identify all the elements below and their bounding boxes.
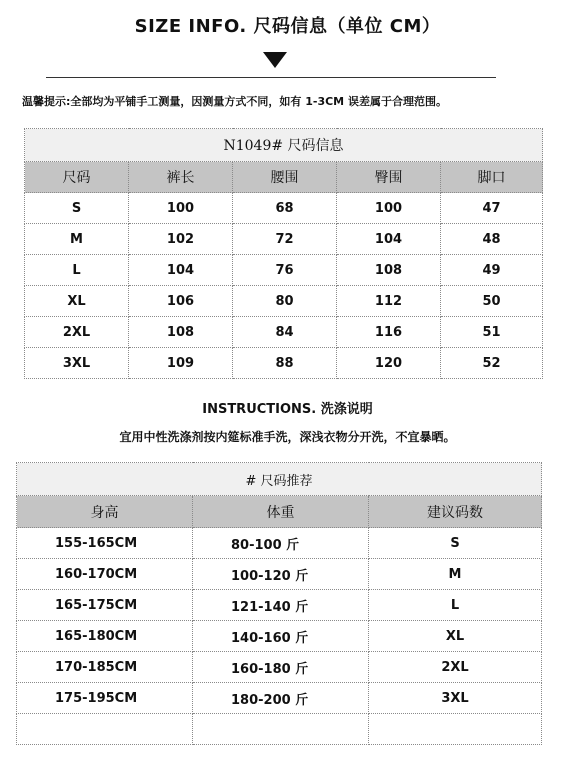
instructions-text: 宜用中性洗涤剂按内筵标准手洗，深浅衣物分开洗，不宜暴晒。 (119, 430, 456, 444)
table-cell: 109 (129, 348, 233, 379)
table-cell: 84 (233, 317, 337, 348)
table-cell: 160-180 斤 (193, 652, 369, 683)
table-cell: 104 (129, 255, 233, 286)
table-row (17, 652, 542, 683)
table-row (17, 714, 542, 745)
table-cell: 76 (233, 255, 337, 286)
column-header: 体重 (193, 496, 369, 528)
table-cell: 165-180CM (17, 621, 193, 652)
table-cell: 140-160 斤 (193, 621, 369, 652)
table-cell: XL (25, 286, 129, 317)
table-cell (193, 714, 369, 745)
column-header: 建议码数 (369, 496, 542, 528)
table-cell: 2XL (25, 317, 129, 348)
table-cell: 47 (441, 193, 543, 224)
table-row (25, 193, 543, 224)
table-cell: 120 (337, 348, 441, 379)
table-row (17, 683, 542, 714)
recommend-table-caption: # 尺码推荐 (17, 463, 542, 496)
column-header: 尺码 (25, 162, 129, 193)
table-cell: L (25, 255, 129, 286)
table-cell: 100 (129, 193, 233, 224)
table-cell: 52 (441, 348, 543, 379)
table-cell: 106 (129, 286, 233, 317)
table-row (25, 348, 543, 379)
table-cell: 49 (441, 255, 543, 286)
table-cell (369, 714, 542, 745)
table-row (17, 590, 542, 621)
table-cell: 180-200 斤 (193, 683, 369, 714)
table-cell: 160-170CM (17, 559, 193, 590)
table-cell: M (369, 559, 542, 590)
table-row (25, 286, 543, 317)
table-cell: 3XL (369, 683, 542, 714)
table-cell: 72 (233, 224, 337, 255)
table-cell: 165-175CM (17, 590, 193, 621)
recommend-table (16, 462, 542, 745)
table-cell: 104 (337, 224, 441, 255)
table-cell: 155-165CM (17, 528, 193, 559)
table-cell: 51 (441, 317, 543, 348)
table-row (25, 224, 543, 255)
table-cell (17, 714, 193, 745)
table-cell: 100 (337, 193, 441, 224)
divider (46, 77, 496, 78)
table-cell: 2XL (369, 652, 542, 683)
column-header: 腰围 (233, 162, 337, 193)
table-cell: 80-100 斤 (193, 528, 369, 559)
table-cell: S (369, 528, 542, 559)
size-table (24, 128, 543, 379)
column-header: 臀围 (337, 162, 441, 193)
table-row (25, 317, 543, 348)
table-cell: 80 (233, 286, 337, 317)
table-cell: 108 (129, 317, 233, 348)
table-cell: L (369, 590, 542, 621)
table-cell: 88 (233, 348, 337, 379)
instructions-title: INSTRUCTIONS. 洗涤说明 (202, 402, 373, 417)
column-header: 裤长 (129, 162, 233, 193)
column-header: 脚口 (441, 162, 543, 193)
table-cell: 100-120 斤 (193, 559, 369, 590)
table-cell: 108 (337, 255, 441, 286)
size-table-caption: N1049# 尺码信息 (25, 129, 543, 162)
table-cell: 50 (441, 286, 543, 317)
table-row (17, 621, 542, 652)
table-cell: 116 (337, 317, 441, 348)
table-cell: 48 (441, 224, 543, 255)
table-cell: 112 (337, 286, 441, 317)
table-row (25, 255, 543, 286)
table-cell: 170-185CM (17, 652, 193, 683)
table-cell: 121-140 斤 (193, 590, 369, 621)
table-cell: M (25, 224, 129, 255)
table-cell: XL (369, 621, 542, 652)
table-row (17, 559, 542, 590)
table-cell: 102 (129, 224, 233, 255)
table-cell: S (25, 193, 129, 224)
table-cell: 3XL (25, 348, 129, 379)
down-arrow-icon (263, 52, 287, 68)
table-cell: 68 (233, 193, 337, 224)
table-row (17, 528, 542, 559)
page-title: SIZE INFO. 尺码信息（单位 CM） (134, 16, 441, 37)
column-header: 身高 (17, 496, 193, 528)
measurement-tip: 温馨提示:全部均为平铺手工测量，因测量方式不同，如有 1-3CM 误差属于合理范围。 (22, 95, 447, 108)
table-cell: 175-195CM (17, 683, 193, 714)
